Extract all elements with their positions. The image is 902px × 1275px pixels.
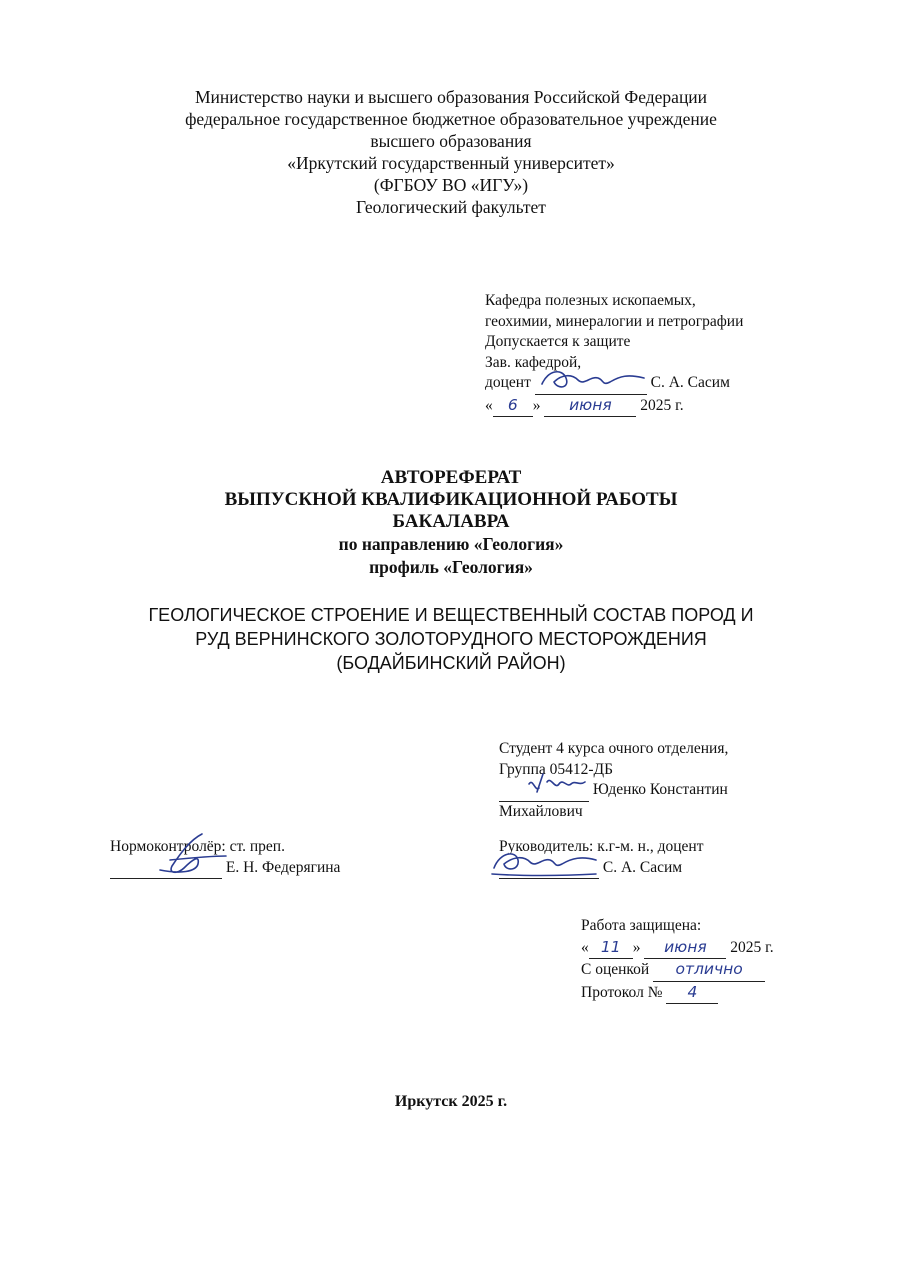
date-day-field (493, 395, 533, 418)
topic-line-2: РУД ВЕРНИНСКОГО ЗОЛОТОРУДНОГО МЕСТОРОЖДЕНИЯ (195, 629, 707, 649)
defense-date (581, 937, 774, 960)
protocol-field (666, 982, 718, 1005)
education-level-line: высшего образования (370, 131, 532, 151)
head-signature (540, 366, 650, 392)
student-signature (527, 772, 589, 794)
quote-close: » (532, 396, 541, 414)
protocol-label: Протокол № (581, 983, 663, 1001)
defense-year: 2025 г. (730, 938, 774, 956)
protocol-line (581, 982, 774, 1005)
thesis-topic (0, 603, 902, 675)
defense-block (581, 916, 774, 1004)
student-course: Студент 4 курса очного отделения, (499, 740, 729, 757)
quote-open: « (581, 938, 589, 956)
quote-close: » (632, 938, 641, 956)
normocontrol-signature (150, 830, 230, 880)
student-patronymic: Михайлович (499, 802, 583, 820)
department-line-1: Кафедра полезных ископаемых, (485, 292, 696, 309)
quote-open: « (485, 396, 493, 414)
grade-line (581, 959, 774, 982)
city-year: Иркутск 2025 г. (394, 1093, 508, 1110)
defense-month-handwritten: июня (664, 937, 707, 956)
protocol-handwritten: 4 (687, 982, 698, 1001)
title-degree: БАКАЛАВРА (392, 511, 510, 532)
topic-line-3: (БОДАЙБИНСКИЙ РАЙОН) (336, 653, 566, 673)
normocontrol-name: Е. Н. Федерягина (225, 858, 341, 876)
grade-field (653, 959, 765, 982)
institution-type-line: федеральное государственное бюджетное образовательное учреждение (185, 109, 717, 129)
date-month-field (544, 395, 636, 418)
student-group: Группа 05412-ДБ (499, 760, 614, 778)
date-day-handwritten: 6 (507, 395, 518, 414)
department-line-2: геохимии, минералогии и петрографии (485, 312, 744, 330)
head-of-department-label: Зав. кафедрой, (485, 353, 582, 371)
student-name: Юденко Константин (592, 781, 728, 798)
supervisor-label: Руководитель: к.г-м. н., доцент (499, 838, 704, 855)
date-month-handwritten: июня (569, 395, 612, 414)
ministry-line: Министерство науки и высшего образования Российской Федерации (194, 87, 708, 107)
grade-label: С оценкой (581, 961, 650, 978)
admit-to-defense: Допускается к защите (485, 333, 631, 350)
head-position: доцент (485, 374, 531, 391)
date-year: 2025 г. (640, 396, 684, 414)
normocontrol-label: Нормоконтролёр: ст. преп. (110, 838, 285, 855)
supervisor-signature (490, 846, 600, 876)
title-abstract: АВТОРЕФЕРАТ (380, 467, 522, 488)
document-title (0, 467, 902, 579)
head-name: С. А. Сасим (650, 374, 730, 391)
defense-day-handwritten: 11 (600, 937, 621, 956)
defense-label: Работа защищена: (581, 917, 702, 934)
approval-date (485, 395, 743, 418)
approval-block (485, 291, 743, 417)
title-work-type: ВЫПУСКНОЙ КВАЛИФИКАЦИОННОЙ РАБОТЫ (224, 489, 678, 510)
university-name: «Иркутский государственный университет» (287, 153, 615, 173)
defense-day-field (589, 937, 633, 960)
topic-line-1: ГЕОЛОГИЧЕСКОЕ СТРОЕНИЕ И ВЕЩЕСТВЕННЫЙ СОСТАВ ПОРОД И (148, 605, 754, 625)
university-abbr: (ФГБОУ ВО «ИГУ») (373, 175, 529, 195)
faculty-name: Геологический факультет (356, 197, 546, 217)
institution-header (0, 86, 902, 218)
defense-month-field (644, 937, 726, 960)
supervisor-name: С. А. Сасим (602, 858, 683, 876)
title-direction: по направлению «Геология» (338, 534, 564, 554)
title-profile: профиль «Геология» (369, 557, 533, 577)
grade-handwritten: отлично (675, 960, 743, 978)
